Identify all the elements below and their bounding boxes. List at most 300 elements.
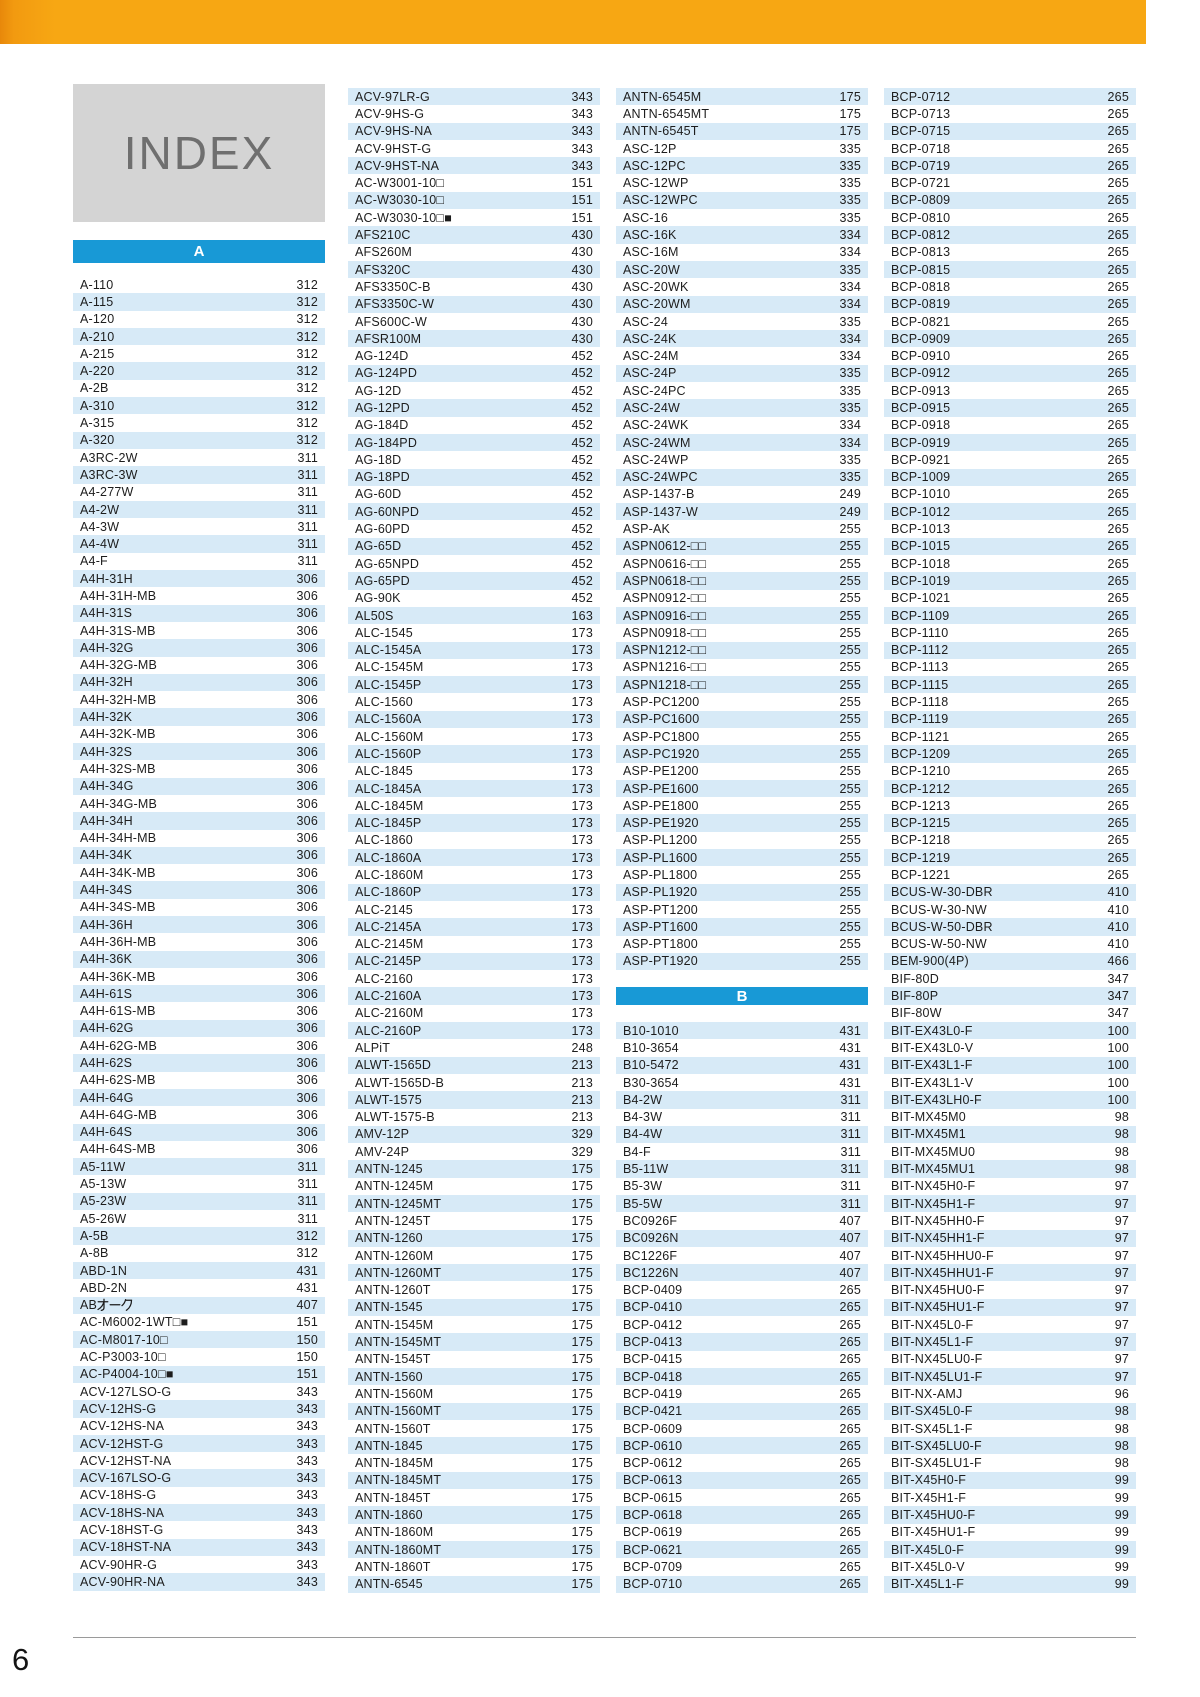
product-code: ASC-24M <box>623 349 679 364</box>
index-row <box>884 174 1136 191</box>
product-code: BIT-NX45HHU0-F <box>891 1248 994 1263</box>
product-code: BIF-80W <box>891 1006 942 1021</box>
page-number: 306 <box>296 675 318 690</box>
product-code: A5-13W <box>80 1177 127 1192</box>
page-number: 175 <box>571 1456 593 1471</box>
index-row <box>348 1178 600 1195</box>
index-row <box>616 814 868 831</box>
product-code: ASC-24PC <box>623 383 686 398</box>
page-number: 452 <box>571 418 593 433</box>
index-row <box>73 726 325 743</box>
index-row <box>73 466 325 483</box>
index-row <box>348 711 600 728</box>
page-number: 452 <box>571 400 593 415</box>
product-code: ASC-24WM <box>623 435 691 450</box>
index-row <box>348 1351 600 1368</box>
index-row <box>348 607 600 624</box>
product-code: BCP-0621 <box>623 1542 683 1557</box>
product-code: AG-90K <box>355 591 401 606</box>
page-number: 265 <box>839 1559 861 1574</box>
product-code: BC0926F <box>623 1213 678 1228</box>
index-row <box>616 278 868 295</box>
page-number: 311 <box>297 519 318 534</box>
index-row <box>884 1005 1136 1022</box>
product-code: BCP-1021 <box>891 591 951 606</box>
index-row <box>348 1454 600 1471</box>
product-code: A-110 <box>80 277 114 292</box>
product-code: ALC-1845A <box>355 781 422 796</box>
page-number: 175 <box>571 1421 593 1436</box>
product-code: ACV-97LR-G <box>355 89 430 104</box>
page-number: 452 <box>571 366 593 381</box>
index-row <box>884 313 1136 330</box>
product-code: ALC-1545A <box>355 643 422 658</box>
page-number: 265 <box>1107 695 1129 710</box>
product-code: BIT-X45HU1-F <box>891 1525 976 1540</box>
index-row <box>348 901 600 918</box>
page-number: 175 <box>839 89 861 104</box>
index-row <box>348 1022 600 1039</box>
page-number: 343 <box>296 1384 318 1399</box>
product-code: B10-1010 <box>623 1023 679 1038</box>
index-row <box>616 918 868 935</box>
product-code: AFS3350C-W <box>355 297 435 312</box>
product-code: ALC-1545P <box>355 677 422 692</box>
index-row <box>348 1091 600 1108</box>
index-row <box>616 1420 868 1437</box>
product-code: ASC-20WK <box>623 279 689 294</box>
index-row <box>884 1143 1136 1160</box>
product-code: A4H-36H <box>80 917 133 932</box>
index-row <box>348 1420 600 1437</box>
page-number: 175 <box>571 1265 593 1280</box>
page-number: 452 <box>571 522 593 537</box>
product-code: BCP-0818 <box>891 279 951 294</box>
page-number: 265 <box>839 1525 861 1540</box>
index-row <box>73 985 325 1002</box>
index-row <box>348 953 600 970</box>
index-row <box>73 587 325 604</box>
index-row <box>616 296 868 313</box>
index-row <box>73 881 325 898</box>
product-code: BIT-X45L0-V <box>891 1559 965 1574</box>
product-code: A5-26W <box>80 1211 127 1226</box>
product-code: BCP-1113 <box>891 660 949 675</box>
product-code: ACV-12HST-G <box>80 1436 164 1451</box>
index-row <box>616 105 868 122</box>
index-row <box>884 1212 1136 1229</box>
index-row <box>884 1454 1136 1471</box>
page-number: 311 <box>297 1194 318 1209</box>
page-number: 99 <box>1114 1542 1129 1557</box>
page-number: 311 <box>297 450 318 465</box>
product-code: BCP-0913 <box>891 383 951 398</box>
product-code: A4H-61S-MB <box>80 1004 156 1019</box>
index-row <box>348 1160 600 1177</box>
product-code: BCP-1118 <box>891 695 949 710</box>
product-code: BIT-EX43LH0-F <box>891 1092 982 1107</box>
index-row <box>348 866 600 883</box>
index-row <box>884 936 1136 953</box>
product-code: ASPN0612-□□ <box>623 539 707 554</box>
page-number: 175 <box>571 1525 593 1540</box>
index-row <box>884 953 1136 970</box>
index-row <box>73 414 325 431</box>
index-row <box>73 1227 325 1244</box>
page-number: 175 <box>839 106 861 121</box>
page-number: 306 <box>296 692 318 707</box>
index-column-3 <box>616 88 868 1593</box>
page-number: 306 <box>296 1142 318 1157</box>
page-number: 265 <box>1107 383 1129 398</box>
page-number: 431 <box>296 1263 318 1278</box>
product-code: BCP-1115 <box>891 677 949 692</box>
index-row <box>73 657 325 674</box>
index-row <box>348 434 600 451</box>
page-number: 255 <box>839 868 861 882</box>
index-row <box>73 380 325 397</box>
index-row <box>616 1160 868 1177</box>
product-code: AFSR100M <box>355 331 422 346</box>
product-code: BCP-0821 <box>891 314 951 329</box>
page-number: 255 <box>839 746 861 761</box>
product-code: AG-184D <box>355 418 409 433</box>
product-code: AFS210C <box>355 228 411 243</box>
index-row <box>348 417 600 434</box>
page-number: 431 <box>839 1075 861 1090</box>
page-number: 410 <box>1107 937 1129 952</box>
product-code: ASC-24K <box>623 331 677 346</box>
index-row <box>348 1437 600 1454</box>
index-row <box>884 1316 1136 1333</box>
index-row <box>884 434 1136 451</box>
index-row <box>884 711 1136 728</box>
product-code: BCP-0919 <box>891 435 951 450</box>
product-code: BCP-1013 <box>891 522 951 537</box>
page-number: 311 <box>840 1162 861 1177</box>
product-code: AC-M8017-10□ <box>80 1332 168 1347</box>
page-number: 100 <box>1107 1092 1129 1107</box>
page-number: 265 <box>1107 522 1129 537</box>
page-number: 306 <box>296 623 318 638</box>
page-number: 265 <box>1107 141 1129 156</box>
page-number: 335 <box>839 210 861 225</box>
product-code: ACV-127LSO-G <box>80 1384 172 1399</box>
product-code: ASC-24WK <box>623 418 689 433</box>
product-code: BCP-1218 <box>891 833 951 848</box>
index-row <box>73 1400 325 1417</box>
page-number: 306 <box>296 883 318 898</box>
page-number: 306 <box>296 917 318 932</box>
page-number: 151 <box>571 176 593 191</box>
page-number: 311 <box>840 1196 861 1211</box>
product-code: BCP-1213 <box>891 798 951 813</box>
index-row <box>73 605 325 622</box>
index-row <box>616 261 868 278</box>
product-code: BCP-1219 <box>891 850 951 865</box>
kana-long-vowel-icon <box>109 1298 121 1311</box>
page-number: 306 <box>296 1021 318 1036</box>
page-number: 173 <box>571 798 593 813</box>
page-number: 265 <box>1107 539 1129 554</box>
page-number: 306 <box>296 1107 318 1122</box>
page-number: 334 <box>839 297 861 312</box>
page-number: 99 <box>1114 1559 1129 1574</box>
page-number: 311 <box>840 1110 861 1125</box>
index-row <box>73 1141 325 1158</box>
page-number: 265 <box>1107 297 1129 312</box>
product-code: A4-4W <box>80 537 120 552</box>
index-row <box>884 1524 1136 1541</box>
product-code: AG-60PD <box>355 522 410 537</box>
page-number: 255 <box>839 902 861 917</box>
product-code: BCP-0909 <box>891 331 951 346</box>
product-code: BIT-MX45M1 <box>891 1127 966 1142</box>
product-code: ALC-1560A <box>355 712 422 727</box>
page-number: 98 <box>1114 1404 1129 1419</box>
page-number: 265 <box>1107 158 1129 173</box>
page-number: 265 <box>1107 124 1129 139</box>
page-number: 334 <box>839 349 861 364</box>
product-code: ALC-1860 <box>355 833 413 848</box>
page-number: 255 <box>839 816 861 831</box>
product-code: AG-65D <box>355 539 402 554</box>
product-code: ASPN1216-□□ <box>623 660 707 675</box>
page-number: 430 <box>571 228 593 243</box>
index-column-1 <box>73 276 325 1591</box>
product-code: ANTN-6545 <box>355 1577 423 1592</box>
product-code: A-120 <box>80 312 115 327</box>
page-number: 335 <box>839 400 861 415</box>
product-code: ASC-24 <box>623 314 668 329</box>
index-row <box>616 728 868 745</box>
product-code: ASP-AK <box>623 522 671 537</box>
index-row <box>884 1091 1136 1108</box>
page-number: 334 <box>839 228 861 243</box>
index-row <box>348 399 600 416</box>
index-row <box>348 936 600 953</box>
page-number: 311 <box>297 1159 318 1174</box>
page-number: 97 <box>1114 1352 1129 1367</box>
product-code: BIT-X45H0-F <box>891 1473 967 1488</box>
section-header-label: B <box>736 987 748 1005</box>
index-row <box>73 1366 325 1383</box>
index-row <box>73 1539 325 1556</box>
product-code: ANTN-1245 <box>355 1162 423 1177</box>
index-row <box>884 987 1136 1004</box>
product-code: ASP-PC1200 <box>623 695 700 710</box>
page-number: 255 <box>839 729 861 744</box>
page-number: 347 <box>1107 989 1129 1004</box>
page-number: 98 <box>1114 1456 1129 1471</box>
index-row <box>73 553 325 570</box>
product-code: ASP-PL1920 <box>623 885 698 900</box>
page-number: 213 <box>571 1092 593 1107</box>
index-row <box>616 192 868 209</box>
product-code: BIT-NX45L0-F <box>891 1317 974 1332</box>
page-number: 311 <box>840 1144 861 1159</box>
product-code: ASC-24W <box>623 400 680 415</box>
page-number: 96 <box>1114 1386 1129 1401</box>
product-code: ANTN-1860M <box>355 1525 434 1540</box>
index-row <box>616 347 868 364</box>
product-code: ALC-2160P <box>355 1023 422 1038</box>
index-row <box>73 570 325 587</box>
index-row <box>616 1247 868 1264</box>
index-row <box>616 1403 868 1420</box>
page-number: 255 <box>839 781 861 796</box>
product-code: B4-3W <box>623 1110 663 1125</box>
product-code: AG-60NPD <box>355 504 420 519</box>
index-row <box>616 1281 868 1298</box>
index-row <box>884 538 1136 555</box>
index-row <box>884 866 1136 883</box>
page-number: 265 <box>1107 712 1129 727</box>
product-code: AFS3350C-B <box>355 279 431 294</box>
page-number: 410 <box>1107 902 1129 917</box>
index-row <box>73 1521 325 1538</box>
product-code: ALC-1860M <box>355 868 424 882</box>
index-row <box>348 1576 600 1593</box>
product-code: A4H-34S <box>80 883 133 898</box>
page-number: 173 <box>571 971 593 986</box>
index-row <box>348 659 600 676</box>
page-number: 265 <box>839 1283 861 1298</box>
product-code: BCP-1210 <box>891 764 951 779</box>
page-number: 334 <box>839 245 861 260</box>
index-row <box>348 1524 600 1541</box>
index-row <box>73 778 325 795</box>
page-number: 173 <box>571 781 593 796</box>
page-number: 335 <box>839 262 861 277</box>
product-code: AG-184PD <box>355 435 418 450</box>
index-row <box>73 1175 325 1192</box>
index-row <box>616 849 868 866</box>
index-row <box>884 970 1136 987</box>
page-number: 173 <box>571 937 593 952</box>
index-row <box>348 123 600 140</box>
index-row <box>73 1262 325 1279</box>
index-row <box>348 1126 600 1143</box>
index-row <box>616 866 868 883</box>
product-code: A4H-34K <box>80 848 133 863</box>
page-number: 335 <box>839 470 861 485</box>
page-number: 311 <box>297 467 318 482</box>
product-code: BCP-1010 <box>891 487 951 502</box>
page-number: 97 <box>1114 1231 1129 1246</box>
product-code: ANTN-1860MT <box>355 1542 442 1557</box>
index-row <box>348 1109 600 1126</box>
page-number: 265 <box>1107 556 1129 571</box>
page-number: 151 <box>296 1367 318 1382</box>
product-code: BCP-0412 <box>623 1317 683 1332</box>
index-row <box>348 814 600 831</box>
product-code: ANTN-1560T <box>355 1421 431 1436</box>
index-row <box>884 157 1136 174</box>
product-code: AB <box>80 1298 133 1312</box>
product-code: A4-277W <box>80 485 134 500</box>
index-row <box>348 313 600 330</box>
product-code: A4H-32S-MB <box>80 761 156 776</box>
index-row <box>884 693 1136 710</box>
product-code: ALC-2145 <box>355 902 413 917</box>
product-code: ASC-24WP <box>623 452 689 467</box>
page-number: 343 <box>296 1540 318 1555</box>
page-number: 430 <box>571 314 593 329</box>
index-row <box>884 555 1136 572</box>
product-code: BCP-0718 <box>891 141 951 156</box>
index-row <box>884 1022 1136 1039</box>
index-row <box>348 296 600 313</box>
index-row <box>348 624 600 641</box>
page-number: 265 <box>839 1542 861 1557</box>
product-code: A4H-36H-MB <box>80 934 157 949</box>
product-code: ASC-12WP <box>623 176 689 191</box>
page-number: 311 <box>840 1092 861 1107</box>
page-number: 466 <box>1107 954 1129 969</box>
product-code: A4H-64S <box>80 1125 133 1140</box>
product-code: ANTN-1560 <box>355 1369 423 1384</box>
page-number: 173 <box>571 695 593 710</box>
page-number: 265 <box>839 1300 861 1315</box>
index-row <box>73 1279 325 1296</box>
product-code: ASP-PC1600 <box>623 712 700 727</box>
index-title: INDEX <box>123 127 275 179</box>
index-row <box>616 1299 868 1316</box>
product-code: BC1226N <box>623 1265 679 1280</box>
product-code: ASP-PT1200 <box>623 902 698 917</box>
page-number: 334 <box>839 418 861 433</box>
product-code: ALC-1845M <box>355 798 424 813</box>
product-code: BIT-MX45MU0 <box>891 1144 976 1159</box>
product-code: AG-12D <box>355 383 402 398</box>
page-number: 312 <box>296 1228 318 1243</box>
product-code: A4H-62G-MB <box>80 1038 158 1053</box>
product-code: A4H-34G-MB <box>80 796 158 811</box>
index-row <box>348 797 600 814</box>
index-row <box>348 365 600 382</box>
index-row <box>616 486 868 503</box>
product-code: BCP-0710 <box>623 1577 683 1592</box>
index-row <box>884 1039 1136 1056</box>
product-code: ANTN-1545 <box>355 1300 423 1315</box>
product-code: ANTN-1560MT <box>355 1404 442 1419</box>
product-code: ANTN-6545MT <box>623 106 710 121</box>
page-number: 151 <box>571 210 593 225</box>
index-row <box>616 1230 868 1247</box>
index-row <box>348 693 600 710</box>
product-code: ANTN-1260T <box>355 1283 431 1298</box>
page-number: 343 <box>296 1471 318 1486</box>
page-number: 347 <box>1107 971 1129 986</box>
index-column-4 <box>884 88 1136 1593</box>
page-number: 100 <box>1107 1075 1129 1090</box>
index-row <box>73 518 325 535</box>
product-code: BCP-0409 <box>623 1283 683 1298</box>
page-number: 99 <box>1114 1577 1129 1592</box>
index-row <box>884 296 1136 313</box>
product-code: ALC-1545 <box>355 625 413 640</box>
page-number: 150 <box>296 1332 318 1347</box>
page-number: 255 <box>839 798 861 813</box>
product-code: B4-2W <box>623 1092 663 1107</box>
page-number: 97 <box>1114 1283 1129 1298</box>
page-number: 173 <box>571 989 593 1004</box>
page-number: 255 <box>839 677 861 692</box>
index-row <box>884 728 1136 745</box>
page-number: 265 <box>1107 193 1129 208</box>
index-row <box>73 1435 325 1452</box>
